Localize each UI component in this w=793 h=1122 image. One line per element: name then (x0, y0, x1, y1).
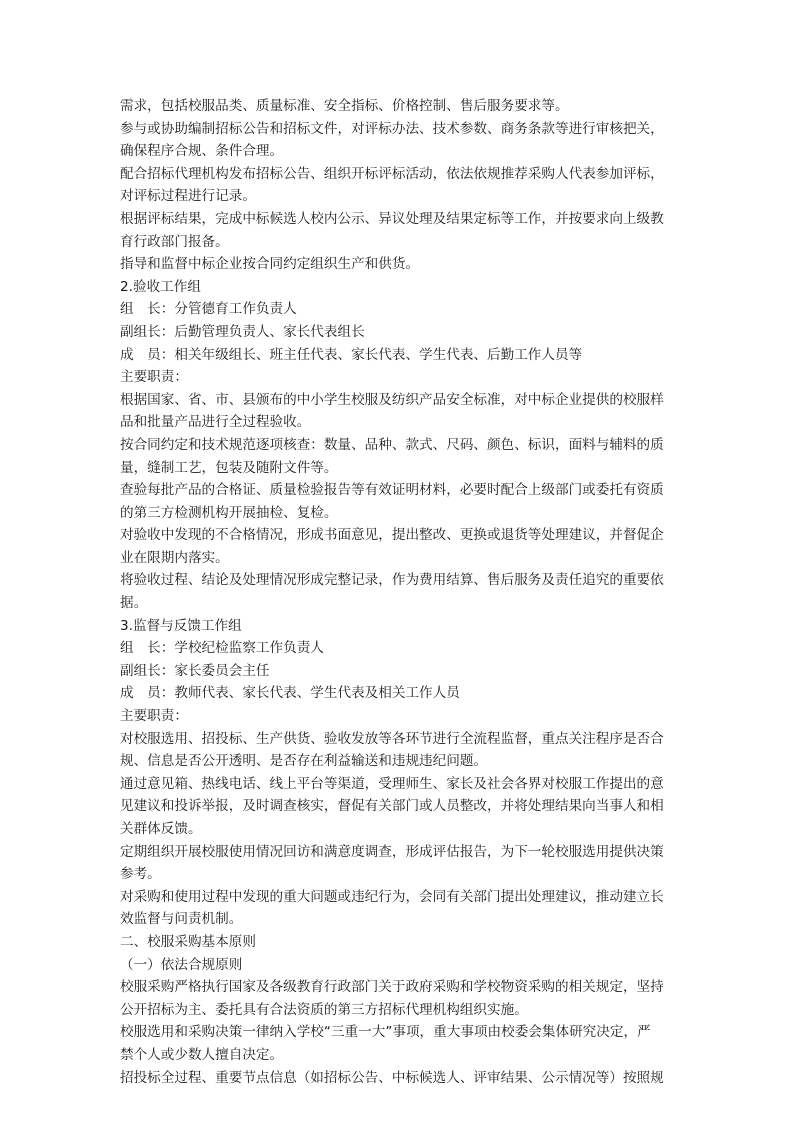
text-line: 对采购和使用过程中发现的重大问题或违纪行为，会同有关部门提出处理建议，推动建立长 (120, 888, 664, 905)
text-line: 业在限期内落实。 (120, 549, 229, 566)
text-line: 见建议和投诉举报，及时调查核实，督促有关部门或人员整改，并将处理结果向当事人和相 (120, 798, 664, 815)
text-line: 根据国家、省、市、县颁布的中小学生校服及纺织产品安全标准，对中标企业提供的校服样 (120, 391, 664, 408)
text-line: 配合招标代理机构发布招标公告、组织开标评标活动，依法依规推荐采购人代表参加评标， (120, 165, 664, 182)
text-line: 二、校服采购基本原则 (120, 933, 256, 950)
text-line: 指导和监督中标企业按合同约定组织生产和供货。 (120, 256, 420, 273)
text-line: 参与或协助编制招标公告和招标文件，对评标办法、技术参数、商务条款等进行审核把关， (120, 120, 664, 137)
text-line: 招投标全过程、重要节点信息（如招标公告、中标候选人、评审结果、公示情况等）按照规 (120, 1069, 664, 1086)
text-line: 对校服选用、招投标、生产供货、验收发放等各环节进行全流程监督，重点关注程序是否合 (120, 730, 664, 747)
text-line: 确保程序合规、条件合理。 (120, 143, 284, 160)
text-line: 查验每批产品的合格证、质量检验报告等有效证明材料，必要时配合上级部门或委托有资质 (120, 482, 664, 499)
text-line: 根据评标结果，完成中标候选人校内公示、异议处理及结果定标等工作，并按要求向上级教 (120, 210, 664, 227)
text-line: 品和批量产品进行全过程验收。 (120, 414, 311, 431)
text-line: 3.监督与反馈工作组 (120, 617, 242, 634)
text-line: 量，缝制工艺，包装及随附文件等。 (120, 459, 338, 476)
text-line: 成 员：相关年级组长、班主任代表、家长代表、学生代表、后勤工作人员等 (120, 346, 583, 363)
text-line: 据。 (120, 595, 148, 612)
text-line: 对评标过程进行记录。 (120, 188, 256, 205)
text-line: 需求，包括校服品类、质量标准、安全指标、价格控制、售后服务要求等。 (120, 98, 569, 114)
text-line: 2.验收工作组 (120, 278, 201, 295)
text-line: 校服选用和采购决策一律纳入学校“三重一大”事项，重大事项由校委会集体研究决定，严 (120, 1024, 651, 1041)
document-page (120, 95, 674, 1089)
text-line: 副组长：后勤管理负责人、家长代表组长 (120, 323, 365, 340)
text-line: 公开招标为主、委托具有合法资质的第三方招标代理机构组织实施。 (120, 1001, 528, 1018)
text-line: 规、信息是否公开透明、是否存在利益输送和违规违纪问题。 (120, 753, 488, 770)
text-line: 主要职责： (120, 708, 188, 725)
text-line: 将验收过程、结论及处理情况形成完整记录，作为费用结算、售后服务及责任追究的重要依 (120, 572, 664, 589)
text-line: （一）依法合规原则 (120, 956, 243, 973)
text-line: 的第三方检测机构开展抽检、复检。 (120, 504, 338, 521)
text-line: 组 长：分管德育工作负责人 (120, 301, 297, 318)
text-line: 育行政部门报备。 (120, 233, 229, 250)
text-line: 对验收中发现的不合格情况，形成书面意见，提出整改、更换或退货等处理建议，并督促企 (120, 527, 664, 544)
text-line: 参考。 (120, 866, 161, 883)
text-line: 主要职责： (120, 369, 188, 386)
text-line: 通过意见箱、热线电话、线上平台等渠道，受理师生、家长及社会各界对校服工作提出的意 (120, 775, 664, 792)
text-line: 禁个人或少数人擅自决定。 (120, 1046, 284, 1063)
text-line: 按合同约定和技术规范逐项核查：数量、品种、款式、尺码、颜色、标识，面料与辅料的质 (120, 436, 664, 453)
text-line: 校服采购严格执行国家及各级教育行政部门关于政府采购和学校物资采购的相关规定，坚持 (120, 979, 664, 996)
text-line: 副组长：家长委员会主任 (120, 662, 270, 679)
text-line: 成 员：教师代表、家长代表、学生代表及相关工作人员 (120, 685, 460, 702)
text-line: 定期组织开展校服使用情况回访和满意度调查，形成评估报告，为下一轮校服选用提供决策 (120, 843, 664, 860)
text-line: 组 长：学校纪检监察工作负责人 (120, 640, 324, 657)
text-line: 效监督与问责机制。 (120, 911, 243, 928)
text-line: 关群体反馈。 (120, 821, 202, 837)
